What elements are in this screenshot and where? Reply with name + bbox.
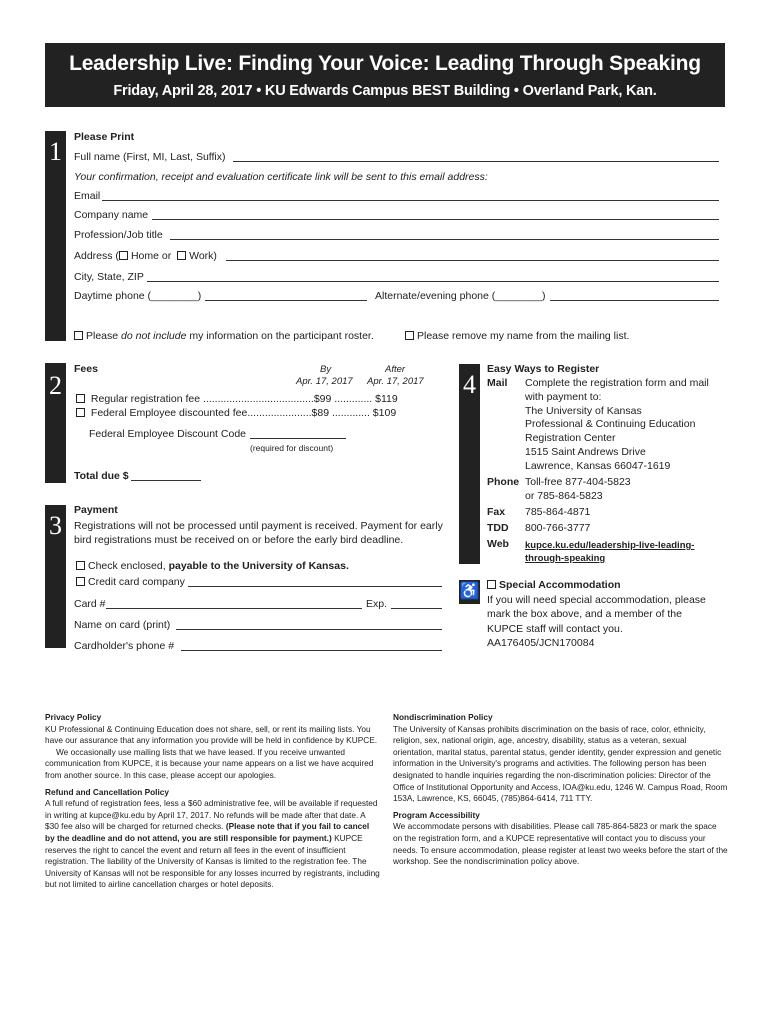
accommodation-checkbox[interactable] [487, 580, 496, 589]
work-label: Work) [189, 250, 217, 262]
address-prefix: Address ( [74, 250, 119, 262]
discount-code-field[interactable] [250, 438, 346, 439]
fax-label: Fax [487, 506, 506, 518]
accessibility-text: We accommodate persons with disabilities. Please call 785-864-5823 or mark the space on the registration form, and a KUPCE representative will contact you to discuss your needs. To ensure accommodation, please register at least two weeks before the start of the workshop. See the nondiscrimination policy above. [393, 821, 728, 867]
wheelchair-icon: ♿ [459, 580, 480, 604]
phone-numbers: Toll-free 877-404-5823 or 785-864-5823 [525, 476, 631, 502]
page-title: Leadership Live: Finding Your Voice: Leading Through Speaking [69, 52, 701, 75]
tdd-number: 800-766-3777 [525, 522, 591, 534]
accessibility-heading: Program Accessibility [393, 809, 480, 820]
cardholder-phone-label: Cardholder's phone # [74, 640, 175, 652]
col-by: By [320, 364, 332, 375]
section-2-heading: Fees [74, 363, 98, 375]
section-3-heading: Payment [74, 504, 118, 516]
profession-field[interactable] [170, 239, 719, 240]
section-4-number: 4 [463, 370, 476, 399]
federal-fee-option[interactable]: Federal Employee discounted fee......................$89 ............. $109 [76, 407, 396, 419]
phone-label: Phone [487, 476, 520, 488]
web-label: Web [487, 538, 509, 550]
mail-label: Mail [487, 377, 508, 389]
event-details: Friday, April 28, 2017 • KU Edwards Campus BEST Building • Overland Park, Kan. [113, 83, 657, 99]
profession-label: Profession/Job title [74, 229, 163, 241]
home-label: Home or [130, 250, 172, 262]
address-label [74, 250, 217, 262]
city-label: City, State, ZIP [74, 271, 144, 283]
web-link[interactable]: kupce.ku.edu/leadership-live-leading- through-speaking [525, 540, 695, 564]
regular-fee-checkbox[interactable] [76, 394, 85, 403]
discount-code-label: Federal Employee Discount Code [89, 428, 246, 440]
card-number-field[interactable] [106, 608, 362, 609]
check-option[interactable]: Check enclosed, payable to the University of Kansas. [76, 560, 349, 572]
total-due-label: Total due $ [74, 470, 129, 482]
col-after: After [385, 364, 406, 375]
form-header [45, 43, 725, 107]
tdd-label: TDD [487, 522, 509, 534]
address-field[interactable] [226, 260, 719, 261]
card-number-label: Card # [74, 598, 106, 610]
refund-text: A full refund of registration fees, less a $60 administrative fee, will be available if requested in writing at kupce@ku.edu by April 17, 2017. No refunds will be made after that date. A $30 fee also will be charged for returned checks. (Please note that if you fail to cancel by the deadline and do not attend, you are still responsible for payment.) KUPCE reserves the right to cancel the event and return all fees in the event of insufficient registration. The liability of the University of Kansas is limited to the registration fee. The University of Kansas will not be responsible for any losses incurred by registrants, including but not limited to airline cancellation charges or hotel deposits. [45, 798, 380, 890]
privacy-p2: We occasionally use mailing lists that we have leased. If you receive unwanted communication from KUPCE, it is because your name appears on a list we have acquired from another source. In this case, please accept our apologies. [45, 746, 374, 780]
mailing-list-option[interactable]: Please remove my name from the mailing list. [405, 330, 629, 342]
roster-checkbox[interactable] [74, 331, 83, 340]
roster-option[interactable]: Please do not include my information on the participant roster. [74, 330, 374, 342]
daytime-phone-label: Daytime phone (________) [74, 290, 202, 302]
section-3-number: 3 [49, 511, 62, 540]
credit-card-checkbox[interactable] [76, 577, 85, 586]
regular-fee-option[interactable]: Regular registration fee ......................................$99 ............. $119 [76, 393, 398, 405]
full-name-label: Full name (First, MI, Last, Suffix) [74, 151, 226, 163]
privacy-p1: KU Professional & Continuing Education does not share, sell, or rent its mailing lists. You have our assurance that any information you provide will be held in confidence by KUPCE. [45, 723, 378, 746]
credit-card-company-field[interactable] [188, 586, 442, 587]
section-1-heading: Please Print [74, 131, 135, 143]
fax-number: 785-864-4871 [525, 506, 591, 518]
name-on-card-label: Name on card (print) [74, 619, 171, 631]
check-checkbox[interactable] [76, 561, 85, 570]
section-4-heading: Easy Ways to Register [487, 363, 600, 375]
policies-right [393, 712, 728, 868]
exp-field[interactable] [391, 608, 442, 609]
section-4-bar [459, 364, 480, 564]
accommodation-code: AA176405/JCN170084 [487, 637, 595, 650]
col-after-date: Apr. 17, 2017 [367, 376, 424, 387]
section-2-bar [45, 363, 66, 483]
discount-note: (required for discount) [250, 443, 334, 453]
company-field[interactable] [152, 219, 719, 220]
policies-left [45, 712, 380, 891]
full-name-field[interactable] [233, 161, 719, 162]
accommodation-text: If you will need special accommodation, please mark the box above, and a member of the KUPCE staff will contact you. AA176405/JCN170084 [487, 594, 706, 650]
cardholder-phone-field[interactable] [181, 650, 442, 651]
alt-phone-field[interactable] [550, 300, 719, 301]
section-1-number: 1 [49, 137, 62, 166]
col-by-date: Apr. 17, 2017 [296, 376, 353, 387]
section-3-bar [45, 505, 66, 648]
mail-address: Complete the registration form and mail with payment to: The University of Kansas Professional & Continuing Education Registration Center 1515 Saint Andrews Drive Lawrence, Kansas 66047-1619 [525, 377, 709, 472]
exp-label: Exp. [366, 598, 388, 610]
email-note: Your confirmation, receipt and evaluation certificate link will be sent to this email address: [74, 171, 488, 183]
total-due-field[interactable] [131, 480, 201, 481]
company-label: Company name [74, 209, 149, 221]
nondiscrimination-heading: Nondiscrimination Policy [393, 712, 493, 722]
section-1-bar [45, 131, 66, 341]
privacy-heading: Privacy Policy [45, 712, 102, 722]
daytime-phone-field[interactable] [205, 300, 367, 301]
name-on-card-field[interactable] [176, 629, 442, 630]
alt-phone-label: Alternate/evening phone (________) [375, 290, 546, 302]
email-field[interactable] [102, 200, 719, 201]
credit-card-option[interactable]: Credit card company [76, 576, 185, 588]
home-checkbox[interactable] [119, 251, 128, 260]
email-label: Email [74, 190, 101, 202]
mailing-list-checkbox[interactable] [405, 331, 414, 340]
city-field[interactable] [147, 281, 719, 282]
section-2-number: 2 [49, 371, 62, 400]
work-checkbox[interactable] [177, 251, 186, 260]
payment-note: Registrations will not be processed until payment is received. Payment for early bird registrations must be received on or before the early bird deadline. [74, 520, 443, 546]
nondiscrimination-text: The University of Kansas prohibits discrimination on the basis of race, color, ethnicity, religion, sex, national origin, age, ancestry, disability, status as a veteran, sexual orientation, marital status, parental status, gender identity, gender expression and genetic information in the University's programs and activities. The following person has been designated to handle inquiries regarding the non-discrimination policies: Director of the Office of Institutional Opportunity and Access, IOA@ku.edu, 1246 W. Campus Road, Room 153A, Lawrence, KS, 66045, (785)864-6414, 711 TTY. [393, 723, 728, 804]
federal-fee-checkbox[interactable] [76, 408, 85, 417]
accommodation-option[interactable]: Special Accommodation [487, 579, 621, 591]
refund-heading: Refund and Cancellation Policy [45, 786, 170, 797]
